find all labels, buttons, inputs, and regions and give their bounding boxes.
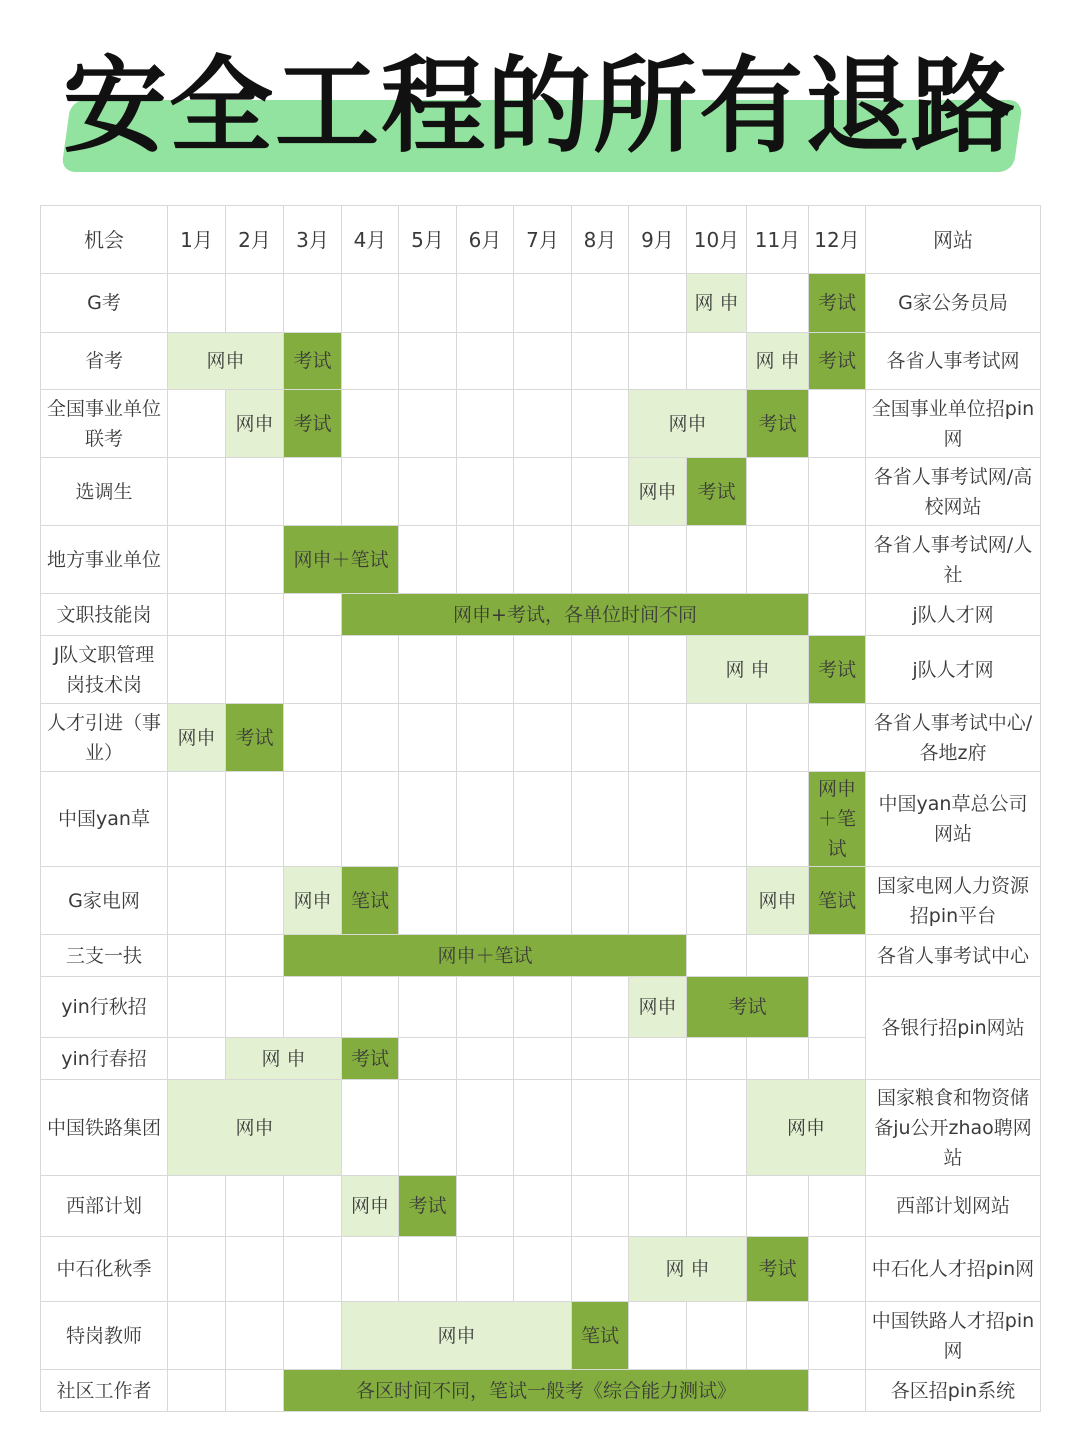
row-site: 各省人事考试中心 (866, 935, 1041, 977)
row-site: 国家电网人力资源招pin平台 (866, 867, 1041, 935)
empty-cell (572, 1080, 629, 1176)
apply-cell: 网 申 (629, 1237, 747, 1302)
row-site: 各区招pin系统 (866, 1370, 1041, 1412)
empty-cell (226, 977, 284, 1038)
empty-cell (809, 594, 866, 636)
empty-cell (747, 935, 809, 977)
empty-cell (168, 867, 226, 935)
page-title: 安全工程的所有退路 (62, 45, 1017, 167)
row-name: 三支一扶 (41, 935, 168, 977)
exam-cell: 笔试 (342, 867, 399, 935)
empty-cell (572, 274, 629, 333)
empty-cell (226, 458, 284, 526)
apply-cell: 网申 (226, 390, 284, 458)
header-cell: 2月 (226, 206, 284, 274)
empty-cell (687, 1176, 747, 1237)
empty-cell (747, 1302, 809, 1370)
empty-cell (514, 636, 572, 704)
header-row (41, 206, 1041, 274)
empty-cell (284, 772, 342, 867)
table-row (41, 1302, 1041, 1370)
empty-cell (284, 1237, 342, 1302)
header-cell: 5月 (399, 206, 457, 274)
empty-cell (687, 772, 747, 867)
row-name: 文职技能岗 (41, 594, 168, 636)
empty-cell (457, 1176, 514, 1237)
apply-cell: 网申 (284, 867, 342, 935)
empty-cell (399, 1038, 457, 1080)
empty-cell (572, 704, 629, 772)
row-site: 各省人事考试网/人社 (866, 526, 1041, 594)
empty-cell (747, 772, 809, 867)
empty-cell (457, 526, 514, 594)
table-row (41, 1176, 1041, 1237)
empty-cell (226, 1237, 284, 1302)
apply-cell: 网申 (342, 1176, 399, 1237)
empty-cell (168, 1302, 226, 1370)
empty-cell (284, 458, 342, 526)
apply-cell: 网申 (629, 977, 687, 1038)
empty-cell (514, 1038, 572, 1080)
empty-cell (747, 1038, 809, 1080)
empty-cell (399, 1237, 457, 1302)
empty-cell (168, 1370, 226, 1412)
empty-cell (399, 1080, 457, 1176)
row-name: 中国铁路集团 (41, 1080, 168, 1176)
empty-cell (572, 867, 629, 935)
empty-cell (457, 704, 514, 772)
empty-cell (168, 1038, 226, 1080)
empty-cell (342, 1237, 399, 1302)
header-cell: 3月 (284, 206, 342, 274)
apply-cell: 网申 (168, 704, 226, 772)
row-name: yin行春招 (41, 1038, 168, 1080)
row-site: 各省人事考试网 (866, 333, 1041, 390)
empty-cell (168, 977, 226, 1038)
empty-cell (457, 772, 514, 867)
header-cell: 8月 (572, 206, 629, 274)
empty-cell (226, 274, 284, 333)
empty-cell (399, 390, 457, 458)
empty-cell (809, 977, 866, 1038)
header-cell: 9月 (629, 206, 687, 274)
empty-cell (457, 1080, 514, 1176)
title-banner (0, 0, 1080, 200)
row-name: 人才引进（事业） (41, 704, 168, 772)
empty-cell (572, 526, 629, 594)
empty-cell (457, 1038, 514, 1080)
empty-cell (629, 1080, 687, 1176)
empty-cell (687, 1038, 747, 1080)
empty-cell (629, 1176, 687, 1237)
exam-cell: 考试 (687, 977, 809, 1038)
empty-cell (514, 772, 572, 867)
empty-cell (226, 1302, 284, 1370)
header-cell: 11月 (747, 206, 809, 274)
empty-cell (168, 636, 226, 704)
empty-cell (226, 636, 284, 704)
empty-cell (342, 977, 399, 1038)
empty-cell (399, 704, 457, 772)
exam-cell: 考试 (226, 704, 284, 772)
empty-cell (809, 1038, 866, 1080)
empty-cell (168, 594, 226, 636)
empty-cell (342, 1080, 399, 1176)
apply-cell: 网申 (629, 458, 687, 526)
empty-cell (168, 274, 226, 333)
empty-cell (747, 458, 809, 526)
exam-cell: 考试 (399, 1176, 457, 1237)
empty-cell (809, 390, 866, 458)
empty-cell (687, 867, 747, 935)
apply-cell: 网 申 (687, 636, 809, 704)
empty-cell (514, 867, 572, 935)
empty-cell (809, 935, 866, 977)
empty-cell (572, 390, 629, 458)
empty-cell (514, 704, 572, 772)
header-cell: 6月 (457, 206, 514, 274)
exam-cell: 考试 (284, 390, 342, 458)
apply-exam-cell: 网申+考试，各单位时间不同 (342, 594, 809, 636)
empty-cell (572, 333, 629, 390)
empty-cell (226, 526, 284, 594)
empty-cell (168, 935, 226, 977)
empty-cell (572, 1038, 629, 1080)
table-row (41, 526, 1041, 594)
exam-cell: 考试 (284, 333, 342, 390)
row-name: J队文职管理岗技术岗 (41, 636, 168, 704)
empty-cell (399, 458, 457, 526)
empty-cell (284, 977, 342, 1038)
empty-cell (514, 977, 572, 1038)
empty-cell (226, 935, 284, 977)
empty-cell (342, 333, 399, 390)
empty-cell (457, 458, 514, 526)
apply-cell: 网申 (168, 1080, 342, 1176)
row-site: 中石化人才招pin网 (866, 1237, 1041, 1302)
row-site: 中国yan草总公司网站 (866, 772, 1041, 867)
apply-exam-cell: 各区时间不同，笔试一般考《综合能力测试》 (284, 1370, 809, 1412)
table-row (41, 1080, 1041, 1176)
table-row (41, 772, 1041, 867)
empty-cell (747, 526, 809, 594)
row-name: 特岗教师 (41, 1302, 168, 1370)
empty-cell (514, 390, 572, 458)
empty-cell (809, 1370, 866, 1412)
row-name: G考 (41, 274, 168, 333)
empty-cell (457, 274, 514, 333)
apply-cell: 网申 (168, 333, 284, 390)
row-name: 中国yan草 (41, 772, 168, 867)
empty-cell (284, 704, 342, 772)
empty-cell (629, 704, 687, 772)
empty-cell (514, 458, 572, 526)
empty-cell (514, 1237, 572, 1302)
exam-cell: 考试 (747, 390, 809, 458)
exam-cell: 考试 (747, 1237, 809, 1302)
empty-cell (168, 1176, 226, 1237)
empty-cell (747, 1176, 809, 1237)
header-cell: 12月 (809, 206, 866, 274)
row-name: 中石化秋季 (41, 1237, 168, 1302)
empty-cell (629, 867, 687, 935)
row-site: 各银行招pin网站 (866, 977, 1041, 1080)
row-site: j队人才网 (866, 594, 1041, 636)
empty-cell (687, 333, 747, 390)
apply-cell: 网 申 (226, 1038, 342, 1080)
empty-cell (514, 1176, 572, 1237)
empty-cell (342, 636, 399, 704)
empty-cell (226, 594, 284, 636)
empty-cell (342, 772, 399, 867)
empty-cell (572, 636, 629, 704)
empty-cell (809, 458, 866, 526)
empty-cell (399, 636, 457, 704)
row-site: j队人才网 (866, 636, 1041, 704)
apply-cell: 网申 (747, 867, 809, 935)
empty-cell (514, 1080, 572, 1176)
empty-cell (168, 526, 226, 594)
empty-cell (572, 458, 629, 526)
apply-cell: 网申 (629, 390, 747, 458)
empty-cell (226, 1370, 284, 1412)
empty-cell (457, 977, 514, 1038)
apply-exam-cell: 网申＋笔试 (809, 772, 866, 867)
exam-cell: 笔试 (572, 1302, 629, 1370)
header-cell: 机会 (41, 206, 168, 274)
empty-cell (284, 1176, 342, 1237)
empty-cell (457, 333, 514, 390)
table-row (41, 594, 1041, 636)
empty-cell (457, 1237, 514, 1302)
row-site: 各省人事考试中心/各地z府 (866, 704, 1041, 772)
row-site: G家公务员局 (866, 274, 1041, 333)
empty-cell (399, 867, 457, 935)
exam-cell: 考试 (809, 274, 866, 333)
empty-cell (168, 1237, 226, 1302)
exam-cell: 考试 (809, 333, 866, 390)
empty-cell (687, 704, 747, 772)
empty-cell (572, 772, 629, 867)
schedule-table (40, 205, 1041, 1412)
row-name: 社区工作者 (41, 1370, 168, 1412)
empty-cell (226, 772, 284, 867)
empty-cell (226, 867, 284, 935)
table-row (41, 636, 1041, 704)
header-cell: 7月 (514, 206, 572, 274)
row-site: 西部计划网站 (866, 1176, 1041, 1237)
empty-cell (284, 636, 342, 704)
empty-cell (284, 594, 342, 636)
empty-cell (284, 274, 342, 333)
empty-cell (284, 1302, 342, 1370)
empty-cell (747, 704, 809, 772)
empty-cell (687, 935, 747, 977)
row-name: 西部计划 (41, 1176, 168, 1237)
empty-cell (572, 1237, 629, 1302)
apply-exam-cell: 网申＋笔试 (284, 935, 687, 977)
empty-cell (687, 1302, 747, 1370)
exam-cell: 笔试 (809, 867, 866, 935)
apply-cell: 网申 (747, 1080, 866, 1176)
empty-cell (809, 1176, 866, 1237)
empty-cell (629, 333, 687, 390)
empty-cell (747, 274, 809, 333)
row-name: 选调生 (41, 458, 168, 526)
table-row (41, 867, 1041, 935)
apply-cell: 网 申 (687, 274, 747, 333)
header-cell: 网站 (866, 206, 1041, 274)
table-row (41, 274, 1041, 333)
apply-cell: 网 申 (747, 333, 809, 390)
empty-cell (514, 333, 572, 390)
empty-cell (809, 1237, 866, 1302)
empty-cell (226, 1176, 284, 1237)
row-site: 国家粮食和物资储备ju公开zhao聘网站 (866, 1080, 1041, 1176)
row-name: 地方事业单位 (41, 526, 168, 594)
empty-cell (342, 704, 399, 772)
row-site: 各省人事考试网/高校网站 (866, 458, 1041, 526)
empty-cell (342, 274, 399, 333)
empty-cell (629, 772, 687, 867)
row-name: 全国事业单位联考 (41, 390, 168, 458)
empty-cell (572, 1176, 629, 1237)
row-site: 全国事业单位招pin网 (866, 390, 1041, 458)
empty-cell (399, 333, 457, 390)
empty-cell (457, 636, 514, 704)
empty-cell (399, 772, 457, 867)
row-name: 省考 (41, 333, 168, 390)
table-row (41, 333, 1041, 390)
empty-cell (809, 1302, 866, 1370)
empty-cell (629, 636, 687, 704)
header-cell: 4月 (342, 206, 399, 274)
empty-cell (399, 526, 457, 594)
table-row (41, 1370, 1041, 1412)
row-site: 中国铁路人才招pin网 (866, 1302, 1041, 1370)
empty-cell (809, 526, 866, 594)
exam-cell: 考试 (342, 1038, 399, 1080)
empty-cell (168, 772, 226, 867)
empty-cell (629, 1038, 687, 1080)
apply-cell: 网申 (342, 1302, 572, 1370)
table-row (41, 390, 1041, 458)
empty-cell (457, 390, 514, 458)
table-row (41, 1237, 1041, 1302)
empty-cell (399, 977, 457, 1038)
empty-cell (629, 526, 687, 594)
empty-cell (687, 526, 747, 594)
empty-cell (809, 704, 866, 772)
empty-cell (399, 274, 457, 333)
empty-cell (342, 458, 399, 526)
empty-cell (514, 274, 572, 333)
empty-cell (168, 458, 226, 526)
row-name: G家电网 (41, 867, 168, 935)
empty-cell (629, 274, 687, 333)
apply-exam-cell: 网申＋笔试 (284, 526, 399, 594)
empty-cell (168, 390, 226, 458)
row-name: yin行秋招 (41, 977, 168, 1038)
table-row (41, 704, 1041, 772)
table-row (41, 458, 1041, 526)
header-cell: 1月 (168, 206, 226, 274)
empty-cell (687, 1080, 747, 1176)
empty-cell (457, 867, 514, 935)
header-cell: 10月 (687, 206, 747, 274)
exam-cell: 考试 (809, 636, 866, 704)
empty-cell (514, 526, 572, 594)
empty-cell (572, 977, 629, 1038)
table-row (41, 935, 1041, 977)
empty-cell (342, 390, 399, 458)
exam-cell: 考试 (687, 458, 747, 526)
table-row (41, 977, 1041, 1038)
empty-cell (629, 1302, 687, 1370)
